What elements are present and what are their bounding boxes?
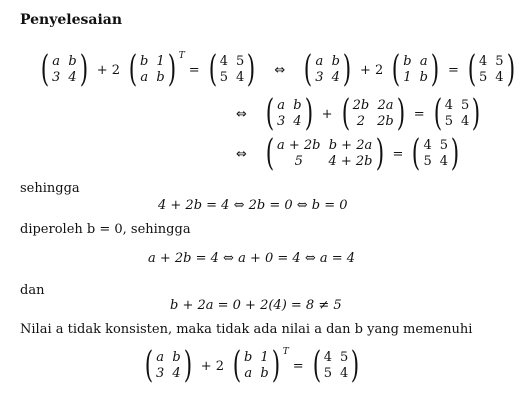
equation-a: a + 2b = 4 ⇔ a + 0 = 4 ⇔ a = 4 (148, 251, 356, 266)
text-diperoleh: diperoleh b = 0, sehingga (20, 222, 191, 237)
text-sehingga: sehingga (20, 181, 80, 196)
matrix-A: ( a b 3 4 ) (144, 345, 192, 386)
matrix-A: ( a b 3 4 ) (265, 93, 313, 134)
matrix-result: ( 4 5 5 4 ) (412, 133, 460, 174)
matrix-result: ( 4 5 5 4 ) (433, 93, 481, 134)
matrix-A: ( a b 3 4 ) (40, 49, 88, 90)
equation-final: ( a b 3 4 ) + 2 ( b 1 a b ) T = ( 4 5 5 4 ) (140, 348, 364, 384)
matrix-B: ( b 1 a b ) (128, 49, 176, 90)
matrix-sum: ( a + 2b b + 2a 5 4 + 2b ) (265, 133, 384, 174)
matrix-B: ( b 1 a b ) (232, 345, 280, 386)
text-dan: dan (20, 283, 45, 298)
equation-check: b + 2a = 0 + 2(4) = 8 ≠ 5 (170, 298, 342, 313)
matrix-A: ( a b 3 4 ) (304, 49, 352, 90)
matrix-result: ( 4 5 5 4 ) (208, 49, 256, 90)
equation-row-1: ( a b 3 4 ) + 2 ( b 1 a b ) T = ( 4 5 5 4 ) ⇔ ( a b 3 4 ) + 2 ( b a 1 b ) = ( 4 5 5 4 ) (36, 52, 520, 88)
conclusion-text: Nilai a tidak konsisten, maka tidak ada nilai a dan b yang memenuhi (20, 322, 473, 337)
equation-row-2: ⇔ ( a b 3 4 ) + ( 2b 2a 2 2b ) = ( 4 5 5 4 ) (236, 96, 485, 132)
equation-row-3: ⇔ ( a + 2b b + 2a 5 4 + 2b ) = ( 4 5 5 4 ) (236, 136, 464, 172)
section-title: Penyelesaian (20, 12, 123, 28)
matrix-result: ( 4 5 5 4 ) (467, 49, 515, 90)
matrix-B-transpose: ( b a 1 b ) (392, 49, 440, 90)
equation-b: 4 + 2b = 4 ⇔ 2b = 0 ⇔ b = 0 (158, 198, 348, 213)
matrix-result: ( 4 5 5 4 ) (312, 345, 360, 386)
matrix-2B-transpose: ( 2b 2a 2 2b ) (341, 93, 405, 134)
